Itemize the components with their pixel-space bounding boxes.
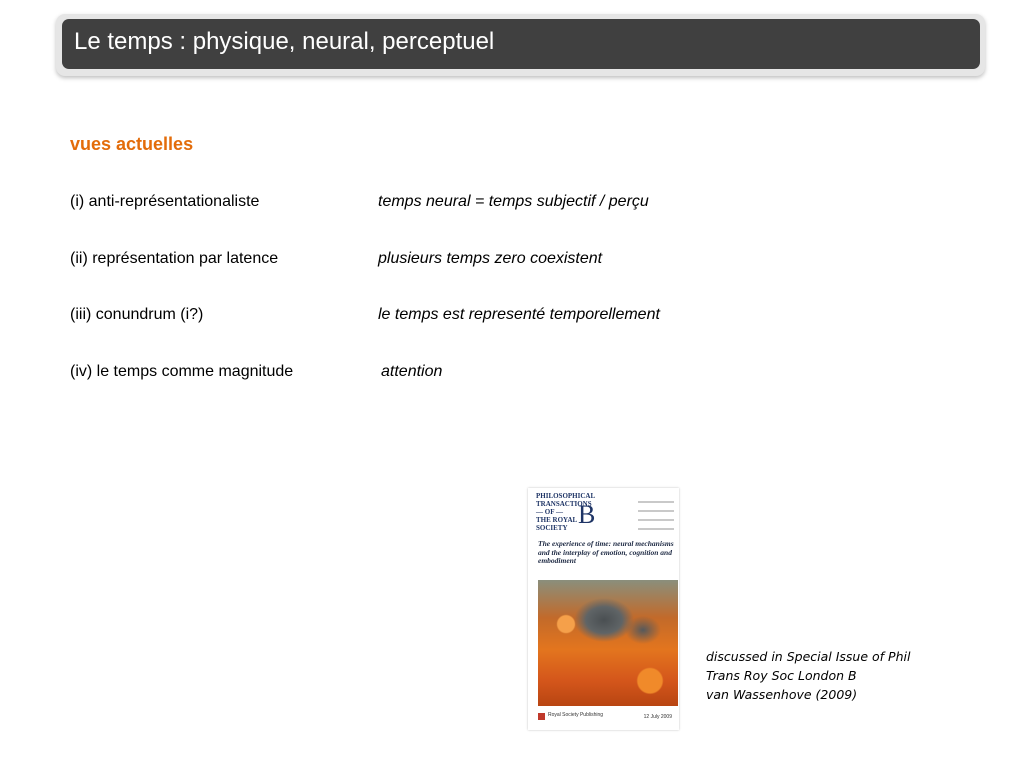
caption-line: Trans Roy Soc London B	[706, 668, 857, 683]
view-description: plusieurs temps zero coexistent	[378, 250, 603, 267]
masthead-line: SOCIETY	[536, 524, 568, 532]
reference-caption	[706, 647, 966, 704]
view-label: (iii) conundrum (i?)	[70, 306, 204, 323]
cover-footer	[538, 712, 678, 726]
view-row-2	[70, 249, 770, 269]
view-description: attention	[381, 363, 443, 380]
view-label: (i) anti-représentationaliste	[70, 193, 260, 210]
view-row-4	[70, 362, 770, 382]
view-description: le temps est representé temporellement	[378, 306, 660, 323]
masthead-line: TRANSACTIONS	[536, 500, 592, 508]
masthead-line: PHILOSOPHICAL	[536, 492, 596, 500]
caption-line: discussed in Special Issue of Phil	[706, 649, 911, 664]
view-row-3	[70, 305, 770, 325]
caption-line: van Wassenhove (2009)	[706, 687, 858, 702]
cover-date: 12 July 2009	[643, 714, 672, 720]
section-heading: vues actuelles	[70, 134, 194, 154]
cover-issue-info	[638, 494, 674, 537]
publisher-logo-icon	[538, 713, 545, 720]
cover-publisher: Royal Society Publishing	[548, 712, 604, 718]
slide-title: Le temps : physique, neural, perceptuel	[74, 28, 495, 55]
view-row-1	[70, 192, 770, 212]
view-label: (ii) représentation par latence	[70, 250, 279, 267]
masthead-line: — OF —	[536, 508, 563, 516]
title-bar	[62, 19, 980, 69]
cover-photo-poppy-field	[538, 580, 678, 706]
cover-issue-title: The experience of time: neural mechanisms and the interplay of emotion, cognition and embodiment	[538, 539, 674, 565]
masthead-letter: B	[578, 500, 596, 529]
masthead-line: THE ROYAL	[536, 516, 578, 524]
view-label: (iv) le temps comme magnitude	[70, 363, 294, 380]
view-description: temps neural = temps subjectif / perçu	[378, 193, 649, 210]
journal-cover-image	[528, 488, 679, 730]
